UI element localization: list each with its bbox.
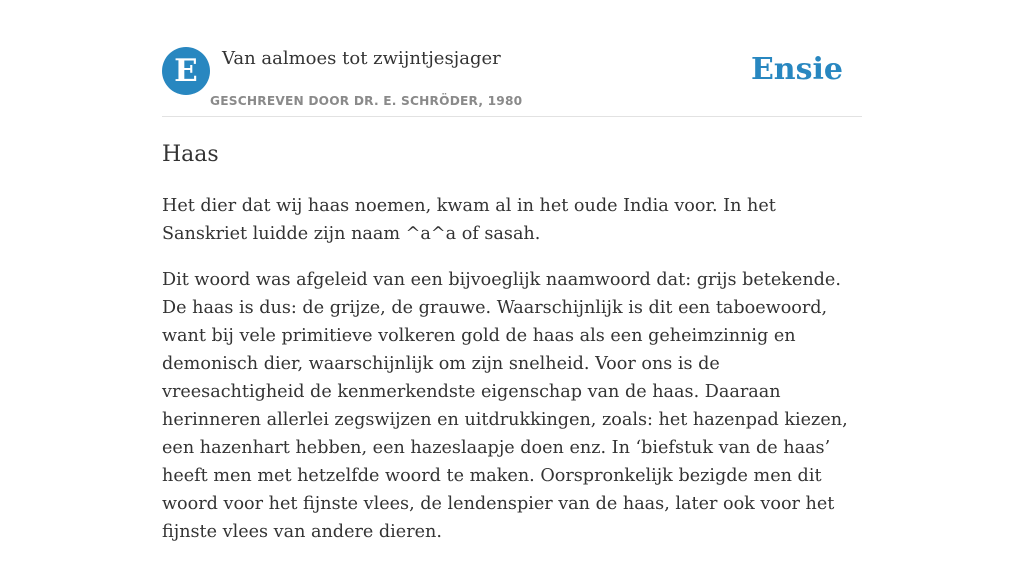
ensie-logo-badge[interactable]: E (162, 47, 210, 95)
entry-title: Haas (162, 142, 219, 167)
page-header (162, 47, 862, 117)
entry-body (162, 192, 864, 564)
paragraph: Het dier dat wij haas noemen, kwam al in het oude India voor. In het Sanskriet luidde zijn naam ^a^a of sasah. (162, 196, 776, 244)
author-byline: GESCHREVEN DOOR DR. E. SCHRÖDER, 1980 (210, 94, 523, 108)
ensie-brand-logo[interactable]: Ensie (750, 52, 843, 87)
book-title[interactable]: Van aalmoes tot zwijntjesjager (222, 48, 501, 69)
paragraph: Dit woord was afgeleid van een bijvoeglijk naamwoord dat: grijs betekende. De haas is dus: de grijze, de grauwe. Waarschijnlijk is dit een taboewoord, want bij vele primitieve volkeren gold de haas als een geheimzinnig en demonisch dier, waarschijnlijk om zijn snelheid. Voor ons is de vreesachtigheid de kenmerkendste eigenschap van de haas. Daaraan herinneren allerlei zegswijzen en uitdrukkingen, zoals: het hazenpad kiezen, een hazenhart hebben, een hazeslaapje doen enz. In ‘biefstuk van de haas’ heeft men met hetzelfde woord te maken. Oorspronkelijk bezigde men dit woord voor het fijnste vlees, de lendenspier van de haas, later ook voor het fijnste vlees van andere dieren. (162, 270, 848, 542)
